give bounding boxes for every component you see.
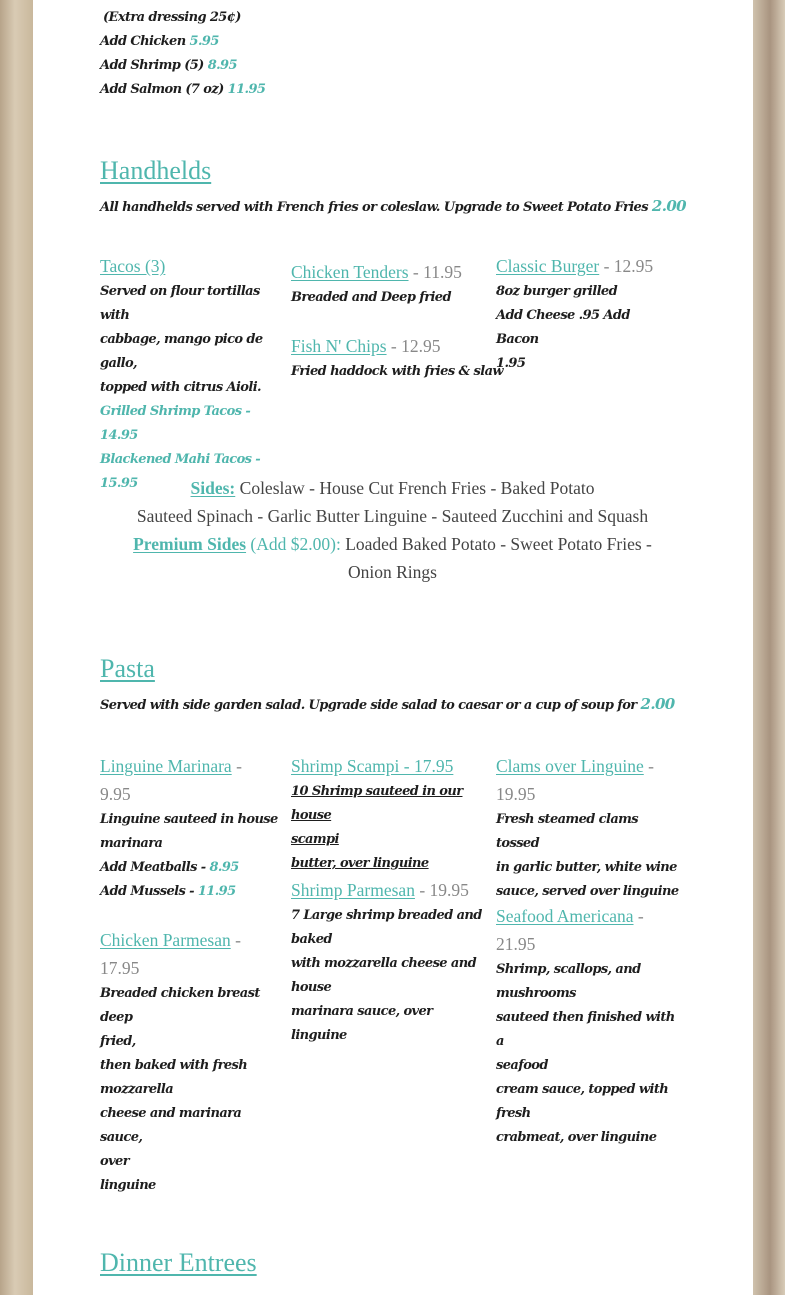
add-shrimp-line [100, 54, 237, 78]
burger-desc-line: 8oz burger grilled [496, 284, 618, 299]
shrimp-parm-desc-line: baked [291, 932, 332, 947]
scampi-desc-line: butter, over linguine [291, 856, 429, 871]
premium-sides-label: Premium Sides [133, 534, 247, 554]
fish-desc: Fried haddock with fries & slaw [291, 364, 503, 379]
americana-desc-line: seafood [496, 1058, 548, 1073]
americana-desc-line: cream sauce, topped with fresh [496, 1082, 669, 1121]
chicken-parm-desc-line: Breaded chicken breast deep [100, 986, 260, 1025]
add-chicken-line [100, 30, 219, 54]
clams-desc-line: in garlic butter, white wine [496, 860, 677, 875]
meatballs-label: Add Meatballs - [100, 860, 210, 875]
mussels-price: 11.95 [197, 884, 236, 899]
dinner-entrees-title: Dinner Entrees [100, 1248, 257, 1277]
pasta-note-price: 2.00 [640, 695, 675, 713]
burger-name: Classic Burger [496, 256, 600, 276]
handhelds-note [100, 194, 686, 220]
clams-desc [496, 808, 681, 904]
shrimp-parm-desc-line: with mozzarella cheese and [291, 956, 477, 971]
add-shrimp-label: Add Shrimp (5) [100, 58, 204, 73]
chicken-parm-desc-line: mozzarella [100, 1082, 174, 1097]
tacos-desc-line: cabbage, mango pico de [100, 332, 263, 347]
sides-block [100, 474, 685, 586]
tenders-desc: Breaded and Deep fried [291, 290, 451, 305]
scampi-name: Shrimp Scampi - 17.95 [291, 756, 454, 776]
clams-price: 19.95 [496, 784, 536, 804]
add-salmon-line [100, 78, 265, 102]
tenders-price: - 11.95 [408, 262, 462, 282]
meatballs-price: 8.95 [209, 860, 239, 875]
chicken-parm-desc-line: linguine [100, 1178, 156, 1193]
marinara-price: 9.95 [100, 784, 131, 804]
sides-line-3 [100, 530, 685, 558]
fish-title [291, 332, 441, 360]
chicken-parm-price: 17.95 [100, 958, 140, 978]
fish-price: - 12.95 [386, 336, 441, 356]
americana-desc-line: Shrimp, scallops, and [496, 962, 641, 977]
tacos-option-shrimp: Grilled Shrimp Tacos - 14.95 [100, 404, 251, 443]
scampi-desc [291, 780, 486, 876]
chicken-parm-desc-line: fried, [100, 1034, 136, 1049]
marinara-title [100, 752, 280, 808]
premium-sides-price: (Add $2.00): [246, 534, 341, 554]
tacos-name: Tacos (3) [100, 256, 166, 276]
sides-line-1 [100, 474, 685, 502]
tacos-desc [100, 280, 285, 496]
shrimp-parm-desc-line: 7 Large shrimp breaded and [291, 908, 482, 923]
tacos-option-mahi: Blackened Mahi Tacos - 15.95 [100, 452, 261, 491]
marinara-dash: - [231, 756, 242, 776]
handhelds-note-text: All handhelds served with French fries or coleslaw. Upgrade to Sweet Potato Fries [100, 200, 648, 215]
americana-desc-line: crabmeat, over linguine [496, 1130, 657, 1145]
add-salmon-price: 11.95 [227, 82, 266, 97]
clams-desc-line: Fresh steamed clams tossed [496, 812, 639, 851]
sides-label: Sides: [190, 478, 236, 498]
burger-desc-line: 1.95 [496, 356, 526, 371]
add-salmon-label: Add Salmon (7 oz) [100, 82, 224, 97]
chicken-parm-desc [100, 982, 285, 1198]
tenders-name: Chicken Tenders [291, 262, 409, 282]
chicken-parm-desc-line: cheese and marinara sauce, [100, 1106, 242, 1145]
americana-desc-line: mushrooms [496, 986, 576, 1001]
americana-price: 21.95 [496, 934, 536, 954]
tacos-title [100, 252, 165, 280]
americana-name: Seafood Americana [496, 906, 634, 926]
shrimp-parm-desc-line: house [291, 980, 332, 995]
americana-title [496, 902, 681, 958]
chicken-parm-desc-line: then baked with fresh [100, 1058, 248, 1073]
chicken-parm-dash: - [230, 930, 241, 950]
pasta-note [100, 692, 675, 718]
tacos-desc-line: gallo, [100, 356, 137, 371]
extra-dressing-note: (Extra dressing 25¢) [103, 10, 241, 25]
clams-name: Clams over Linguine [496, 756, 644, 776]
tacos-desc-line: Served on flour tortillas with [100, 284, 260, 323]
chicken-parm-name: Chicken Parmesan [100, 930, 231, 950]
burger-desc [496, 280, 676, 376]
add-shrimp-price: 8.95 [207, 58, 237, 73]
add-chicken-price: 5.95 [189, 34, 219, 49]
chicken-parm-title [100, 926, 280, 982]
sides-line-4: Onion Rings [348, 562, 437, 582]
marinara-desc [100, 808, 285, 904]
handhelds-title: Handhelds [100, 156, 212, 185]
shrimp-parm-desc-line: marinara sauce, over linguine [291, 1004, 433, 1043]
scampi-desc-line: 10 Shrimp sauteed in our house [291, 784, 463, 823]
shrimp-parm-name: Shrimp Parmesan [291, 880, 415, 900]
mussels-label: Add Mussels - [100, 884, 198, 899]
marinara-add-meatballs [100, 856, 285, 880]
marinara-desc-line: Linguine sauteed in house [100, 812, 278, 827]
marinara-desc-line: marinara [100, 836, 163, 851]
shrimp-parm-title [291, 876, 469, 904]
clams-title [496, 752, 681, 808]
burger-desc-line: Add Cheese .95 Add Bacon [496, 308, 630, 347]
premium-sides-items: Loaded Baked Potato - Sweet Potato Fries - [340, 534, 652, 554]
marinara-name: Linguine Marinara [100, 756, 232, 776]
scampi-desc-line: scampi [291, 832, 339, 847]
americana-dash: - [633, 906, 644, 926]
shrimp-parm-desc [291, 904, 486, 1048]
add-chicken-label: Add Chicken [100, 34, 186, 49]
americana-desc [496, 958, 686, 1150]
sides-line-2: Sauteed Spinach - Garlic Butter Linguine - Sauteed Zucchini and Squash [136, 506, 649, 526]
scampi-title [291, 752, 453, 780]
americana-desc-line: sauteed then finished with a [496, 1010, 675, 1049]
tenders-title [291, 258, 462, 286]
tacos-desc-line: topped with citrus Aioli. [100, 380, 261, 395]
burger-title [496, 252, 653, 280]
clams-desc-line: sauce, served over linguine [496, 884, 679, 899]
pasta-title: Pasta [100, 654, 155, 683]
shrimp-parm-price: - 19.95 [414, 880, 469, 900]
burger-price: - 12.95 [599, 256, 654, 276]
chicken-parm-desc-line: over [100, 1154, 129, 1169]
sides-line1: Coleslaw - House Cut French Fries - Baked Potato [235, 478, 595, 498]
clams-dash: - [643, 756, 654, 776]
fish-name: Fish N' Chips [291, 336, 387, 356]
marinara-add-mussels [100, 880, 285, 904]
handhelds-note-price: 2.00 [651, 197, 687, 215]
pasta-note-text: Served with side garden salad. Upgrade side salad to caesar or a cup of soup for [100, 698, 637, 713]
